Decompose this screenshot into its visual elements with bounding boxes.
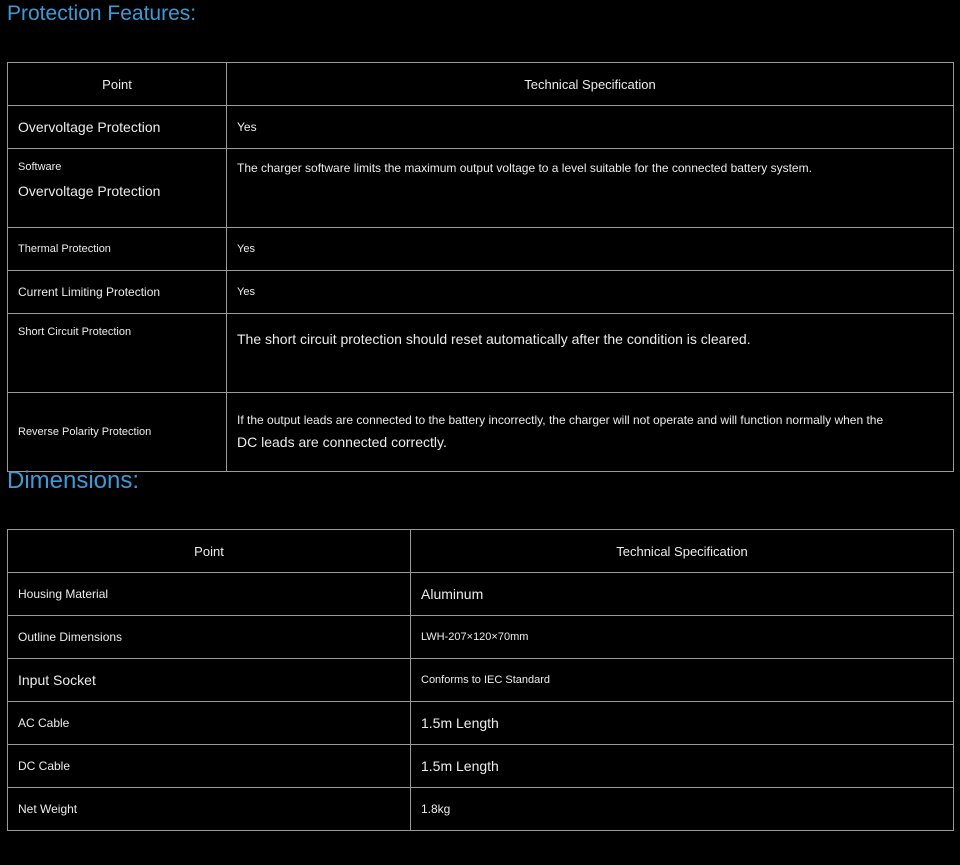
row-spec-line2: DC leads are connected correctly. — [237, 434, 447, 450]
protection-features-table — [7, 62, 954, 472]
row-point-line2: Overvoltage Protection — [18, 183, 161, 199]
table-row — [8, 314, 954, 393]
row-point: Overvoltage Protection — [8, 106, 227, 149]
row-spec-line1: If the output leads are connected to the battery incorrectly, the charger will not operate and will function normally when the — [237, 413, 884, 427]
row-spec: 1.8kg — [411, 788, 954, 831]
row-spec: Yes — [227, 228, 954, 271]
table-row — [8, 573, 954, 616]
row-spec: Conforms to IEC Standard — [411, 659, 954, 702]
row-point: Current Limiting Protection — [8, 271, 227, 314]
row-point: Short Circuit Protection — [8, 314, 227, 393]
row-point: DC Cable — [8, 745, 411, 788]
table-row — [8, 271, 954, 314]
row-spec: 1.5m Length — [411, 745, 954, 788]
table-header-row — [8, 63, 954, 106]
row-point: Input Socket — [8, 659, 411, 702]
row-point: AC Cable — [8, 702, 411, 745]
column-header-spec: Technical Specification — [411, 530, 954, 573]
row-spec: LWH-207×120×70mm — [411, 616, 954, 659]
table-row — [8, 149, 954, 228]
row-spec-text: The short circuit protection should reset automatically after the condition is cleared. — [237, 331, 751, 347]
table-row — [8, 228, 954, 271]
protection-features-title: Protection Features: — [7, 2, 197, 25]
table-row — [8, 702, 954, 745]
row-spec: The charger software limits the maximum output voltage to a level suitable for the connected battery system. — [227, 149, 954, 228]
row-point-line1: Software — [18, 161, 62, 173]
row-point: Net Weight — [8, 788, 411, 831]
table-row — [8, 106, 954, 149]
row-point: Reverse Polarity Protection — [8, 393, 227, 472]
row-spec: 1.5m Length — [411, 702, 954, 745]
column-header-spec: Technical Specification — [227, 63, 954, 106]
row-spec — [227, 314, 954, 393]
table-header-row — [8, 530, 954, 573]
row-point: Outline Dimensions — [8, 616, 411, 659]
row-spec: Aluminum — [411, 573, 954, 616]
row-point — [8, 149, 227, 228]
column-header-point: Point — [8, 530, 411, 573]
table-row — [8, 616, 954, 659]
table-row — [8, 788, 954, 831]
dimensions-table — [7, 529, 954, 831]
row-point: Thermal Protection — [8, 228, 227, 271]
table-row — [8, 393, 954, 472]
row-spec: Yes — [227, 106, 954, 149]
dimensions-title: Dimensions: — [7, 467, 140, 494]
row-spec-text — [237, 405, 943, 451]
row-point: Housing Material — [8, 573, 411, 616]
column-header-point: Point — [8, 63, 227, 106]
table-row — [8, 659, 954, 702]
row-spec: Yes — [227, 271, 954, 314]
row-spec — [227, 393, 954, 472]
table-row — [8, 745, 954, 788]
